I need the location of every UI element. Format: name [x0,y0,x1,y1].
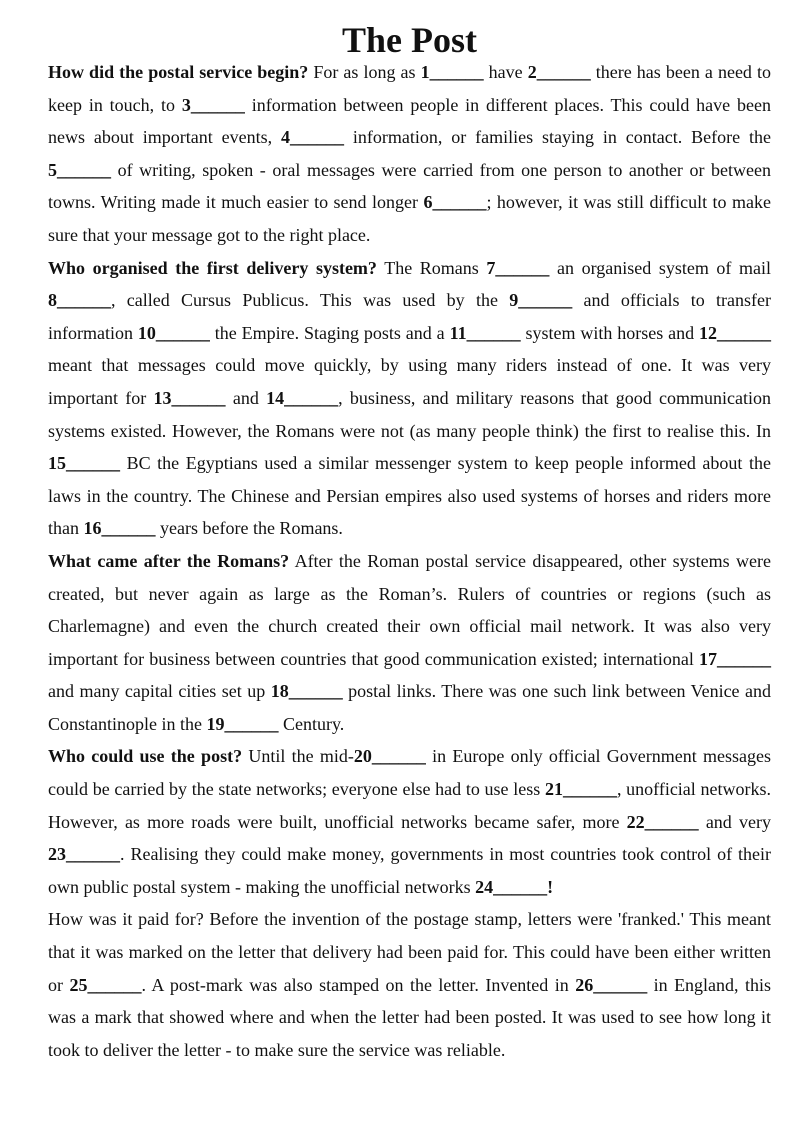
passage-text: meant that messages could move quickly, by using many riders instead of one. It was very important for [48,355,771,408]
passage-text: For as long as [308,62,421,82]
passage-text: and many capital cities set up [48,681,271,702]
gap-blank: 14______ [266,387,339,408]
gap-blank: 19______ [206,713,279,734]
section-question: What came after the Romans? [48,550,290,571]
passage-text: , called Cursus Publicus. This was used by the [111,290,510,311]
passage-text: , unofficial networks. However, as more roads were built, unofficial networks became safer, more [48,779,771,832]
passage-text: system with horses and [520,322,700,343]
passage-text: an organised system of mail [549,257,771,278]
body-text [48,56,771,1066]
gap-blank: 17______ [699,648,771,669]
gap-blank: 8______ [48,290,111,311]
paragraph [48,252,771,545]
passage-text: BC the Egyptians used a similar messenger system to keep people informed about the laws in the country. The Chinese and Persian empires also used systems of horses and riders more than [48,453,771,539]
section-question: Who organised the first delivery system? [48,257,377,278]
passage-text: there has been a need to keep in touch, to [48,62,771,115]
gap-blank: 3______ [181,94,245,115]
passage-text: have [483,62,528,82]
passage-text: . Realising they could make money, governments in most countries took control of their own public postal system - making the unofficial networks [48,844,771,897]
passage-text: How was it paid for? Before the invention of the postage stamp, letters were 'franked.' This meant that it was marked on the letter that delivery had been paid for. This could have been either written or [48,909,771,995]
passage-text: information, or families staying in contact. Before the [344,127,771,148]
gap-blank: 18______ [270,681,343,702]
gap-blank: 13______ [153,387,226,408]
gap-blank: 11______ [449,322,521,343]
gap-blank: 20______ [353,746,426,767]
gap-blank: 24______! [475,876,554,897]
gap-blank: 12______ [699,322,772,343]
passage-text: Century. [278,713,345,734]
gap-blank: 15______ [48,453,120,474]
gap-blank: 23______ [48,844,120,865]
gap-blank: 6______ [423,192,487,213]
passage-text: in England, this was a mark that showed where and when the letter had been posted. It was used to see how long it took to deliver the letter - to make sure the service was reliable. [48,974,771,1060]
passage-text: of writing, spoken - oral messages were carried from one person to another or between towns. Writing made it much easier to send longer [48,159,771,213]
passage-text: After the Roman postal service disappeared, other systems were created, but never again as large as the Roman’s. Rulers of countries or regions (such as Charlemagne) and even the church created their own official mail network. It was also very important for business between countries that good communication existed; international [48,550,771,669]
paragraph [48,903,771,1066]
passage-text: the Empire. Staging posts and a [209,322,450,343]
gap-blank: 10______ [137,322,210,343]
passage-text: and officials to transfer information [48,290,772,343]
page-title: The Post [342,20,477,60]
gap-blank: 25______ [69,974,142,995]
paragraph [48,740,771,903]
gap-blank: 21______ [544,779,617,800]
gap-blank: 22______ [626,811,699,832]
passage-text: Until the mid- [242,746,354,767]
passage-text: . A post-mark was also stamped on the letter. Invented in [141,974,576,995]
passage-text: information between people in different places. This could have been news about important events, [48,94,771,148]
paragraph [48,545,771,741]
passage-text: in Europe only official Government messages could be carried by the state networks; everyone else had to use less [48,746,771,800]
passage-text: ; however, it was still difficult to make sure that your message got to the right place. [48,192,771,245]
gap-blank: 16______ [83,518,156,539]
passage-text: and very [698,811,771,832]
section-question: Who could use the post? [48,746,243,767]
gap-blank: 7______ [486,257,550,278]
passage-text: The Romans [376,257,487,278]
passage-text: , business, and military reasons that good communication systems existed. However, the Romans were not (as many people think) the first to realise this. In [48,387,771,441]
passage-text: and [225,387,267,408]
passage-text: years before the Romans. [155,518,343,539]
gap-blank: 1______ [420,62,484,82]
passage-text: postal links. There was one such link between Venice and Constantinople in the [48,681,771,734]
gap-blank: 5______ [48,159,111,180]
gap-blank: 2______ [527,62,591,82]
gap-blank: 26______ [575,974,648,995]
gap-blank: 9______ [509,290,573,311]
section-question: How did the postal service begin? [48,62,309,82]
gap-blank: 4______ [281,127,345,148]
paragraph [48,56,771,252]
